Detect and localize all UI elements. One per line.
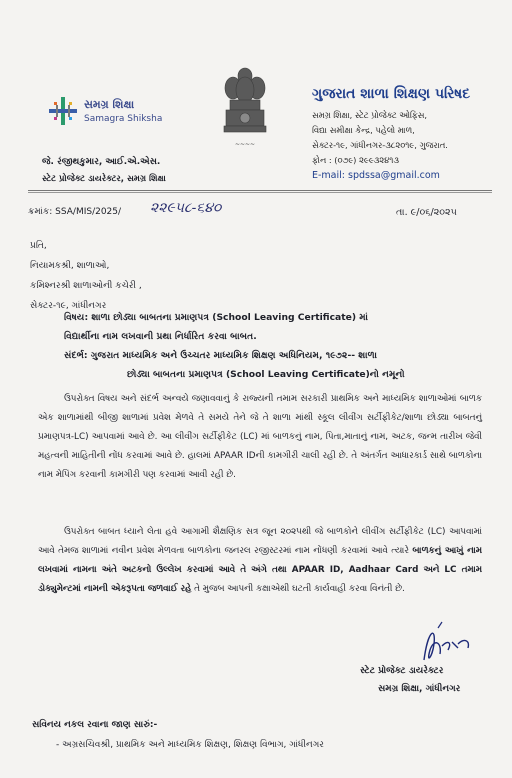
copy-to-heading: સવિનય નકલ રવાના જાણ સારું:- (32, 720, 158, 730)
org-phone: ફોન : (૦૭૯) ૨૯૯૩૨૪૧૩ (312, 155, 399, 165)
address-line: કમિશ્નરશ્રી શાળાઓની કચેરી , (30, 281, 142, 291)
organization-address (312, 108, 448, 183)
org-address-line: સેક્ટર-૧૯, ગાંધીનગર-૩૮૨૦૧૯, ગુજરાત. (312, 140, 448, 150)
paragraph-bold-text: બાળકનું આખું નામ લખવામાં નામના અંતે અટકનો ઉલ્લેખ કરવામાં આવે તે અંગે તથા APAAR ID, Aadhaar Card અને LC તમામ ડોક્યુમેન્ટમાં નામની એકરૂપતા જળવાઈ રહે (38, 546, 483, 594)
handwritten-signature (418, 620, 478, 670)
reference-line: સંદર્ભ: ગુજરાત માધ્યમિક અને ઉચ્ચતર માધ્યમિક શિક્ષણ અધિનિયમ, ૧૯૭૨-- શાળા (64, 350, 378, 361)
paragraph-text: ઉપરોક્ત વિષય અને સંદર્ભ અન્વયે જણાવવાનું કે રાજ્યની તમામ સરકારી પ્રાથમિક અને માધ્યમિક શાળાઓમાં બાળક એક શાળામાંથી બીજી શાળામાં પ્રવેશ મેળવે તે સમયે તેને જે તે શાળા માંથી સ્કૂલ લીવીંગ સર્ટીફીકેટ/શાળા છોડ્યા બાબતનું પ્રમાણપત્ર-LC) આપવામાં આવે છે. આ લીવીંગ સર્ટીફીકેટ (LC) માં બાળકનું નામ, પિતા,માતાનું નામ, અટક, જન્મ તારીખ જેવી મહત્વની માહિતીની નોંધ કરવામાં આવે છે. હાલમાં APAAR IDની કામગીરી ચાલી રહી છે. તે અંતર્ગત આધારકાર્ડ સાથે બાળકોના નામ મેપિંગ કરવાની કામગીરી પણ કરવામાં આવી રહી છે. (38, 394, 482, 480)
samagra-shiksha-logo-icon (48, 96, 78, 126)
sender-title: સ્ટેટ પ્રોજેક્ટ ડાયરેક્ટર, સમગ્ર શિક્ષા (42, 174, 166, 184)
reference-number-label: ક્રમાંક: SSA/MIS/2025/ (28, 207, 122, 217)
address-line: નિયામકશ્રી, શાળાઓ, (30, 261, 110, 271)
copy-to-item: - અગ્રસચિવશ્રી, પ્રાથમિક અને માધ્યમિક શિક્ષણ, શિક્ષણ વિભાગ, ગાંધીનગર (56, 740, 324, 750)
subject-block (64, 308, 504, 384)
org-address-line: વિદ્યા સમીક્ષા કેન્દ્ર, પહેલો માળ, (312, 125, 415, 135)
logo-gujarati: સમગ્ર શિક્ષા (84, 98, 135, 111)
body-paragraph-1 (38, 390, 482, 485)
recipient-address (30, 236, 142, 316)
paragraph-text: તે મુજબ આપની કક્ષાએથી ઘટતી કાર્યવાહી કરવા વિનંતી છે. (191, 584, 405, 594)
signatory-title: સ્ટેટ પ્રોજેક્ટ ડાયરેક્ટર (360, 666, 444, 676)
handwritten-reference-number: ૨૨૯૫૮-૬૪૦ (150, 200, 222, 216)
logo-english: Samagra Shiksha (84, 114, 163, 124)
reference-line: છોડ્યા બાબતના પ્રમાણપત્ર (School Leaving Certificate)નો નમૂનો (127, 369, 405, 380)
svg-text:~~~~: ~~~~ (234, 141, 256, 148)
address-line: પ્રતિ, (30, 241, 47, 251)
national-emblem-icon (220, 66, 270, 154)
organization-name: ગુજરાત શાળા શિક્ષણ પરિષદ (312, 86, 471, 102)
header-divider (28, 190, 492, 191)
logo-text (84, 98, 162, 124)
subject-line: વિષય: શાળા છોડ્યા બાબતના પ્રમાણપત્ર (School Leaving Certificate) માં (64, 312, 369, 323)
sender-name: જે. રંજીથકુમાર, આઈ.એ.એસ. (42, 157, 161, 167)
address-line: સેક્ટર-૧૯, ગાંધીનગર (30, 301, 107, 311)
letter-date: તા. ૯/૦૬/૨૦૨૫ (396, 207, 457, 218)
paragraph-text: ઉપરોક્ત બાબત ધ્યાને લેતા હવે આગામી શૈક્ષણિક સત્ર જૂન ૨૦૨૫થી જે બાળકોને લીવીંગ સર્ટીફીકેટ (LC) આપવામાં આવે તેમજ શાળામાં નવીન પ્રવેશ મેળવતા બાળકોના જનરલ રજીસ્ટરમાં નામ નોંધણી કરવામાં આવે ત્યારે (38, 527, 482, 556)
header-divider-second (28, 192, 492, 193)
subject-line: વિદ્યાર્થીના નામ લખવાની પ્રથા નિર્ધારિત કરવા બાબત. (64, 331, 257, 342)
body-paragraph-2 (38, 523, 482, 599)
org-address-line: સમગ્ર શિક્ષા, સ્ટેટ પ્રોજેક્ટ ઓફિસ, (312, 110, 427, 120)
signatory-place: સમગ્ર શિક્ષા, ગાંધીનગર (378, 684, 461, 694)
org-email: E-mail: spdssa@gmail.com (312, 170, 440, 181)
